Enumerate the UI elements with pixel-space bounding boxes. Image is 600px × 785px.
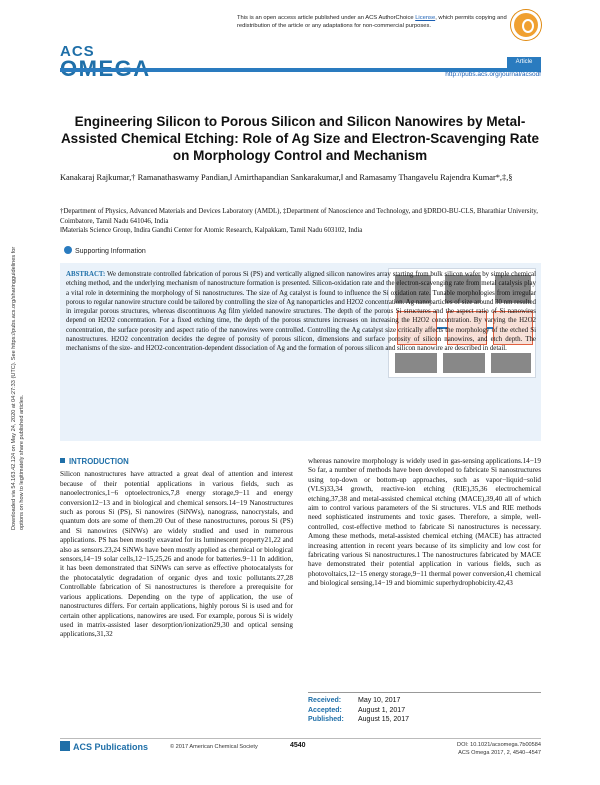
doi-citation bbox=[420, 742, 541, 757]
intro-left-column bbox=[60, 457, 293, 640]
open-access-badge-icon bbox=[511, 10, 541, 40]
affiliations bbox=[60, 207, 540, 236]
section-bullet-icon bbox=[60, 458, 65, 463]
supporting-info-link[interactable]: Supporting Information bbox=[64, 246, 146, 255]
intro-paragraph-right: whereas nanowire morphology is widely used in gas-sensing applications.14−19 So far, a number of methods have been developed to fabricate Si nanostructures using top-down or bottom-up approaches, such as vapor−liquid−solid (VLS)33,34 growth, reactive-ion etching (RIE),35,36 electrochemical etching,37,38 and metal-assisted chemical etching (MACE),39,40 all of which aim to control various parameters of the Si structures. VLS and RIE methods need sophisticated instruments and toxic gases. Therefore, a simple, well-controlled, cost-effective method to fabricate Si nanostructures is necessary. Among these methods, metal-assisted chemical etching (MACE) has attracted increasing attention in recent years because of its simplicity and low cost for fabricating various Si nanostructures.1 The nanostructures fabricated by MACE have demonstrated their potential application in various fields, such as photovoltaics,12−15 energy storage,9−11 thermal power conversion,41 chemical and biological sensing,14−19 and biomimic superhydrophobicity.42,43 bbox=[308, 457, 541, 588]
date-published: Published: August 15, 2017 bbox=[308, 716, 409, 724]
date-accepted: Accepted: August 1, 2017 bbox=[308, 706, 406, 714]
acs-logo-icon bbox=[60, 741, 70, 751]
open-access-notice: This is an open access article published under an ACS AuthorChoice License, which permits copying and redistribution of the article or any adaptations for non-commercial purposes. bbox=[237, 15, 507, 29]
affiliation-2: ‖Materials Science Group, Indira Gandhi Center for Atomic Research, Kalpakkam, Tamil Nadu 603102, India bbox=[60, 227, 363, 234]
toc-sem-image bbox=[491, 353, 531, 373]
paper-title: Engineering Silicon to Porous Silicon and Silicon Nanowires by Metal-Assisted Chemical Etching: Role of Ag Size and Electron-Scavenging Rate on Morphology Control and Mechanism bbox=[60, 114, 540, 163]
journal-logo bbox=[60, 40, 210, 80]
intro-right-column bbox=[308, 457, 541, 589]
citation: ACS Omega 2017, 2, 4540−4547 bbox=[458, 749, 541, 756]
footer-rule bbox=[60, 738, 541, 739]
supporting-info-icon bbox=[64, 246, 72, 254]
toc-sem-image bbox=[443, 353, 485, 373]
logo-acs: ACS bbox=[60, 43, 95, 60]
toc-sem-image bbox=[395, 353, 437, 373]
intro-paragraph-left: Silicon nanostructures have attracted a great deal of attention and interest because of their potential applications in various fields, such as nanoelectronics,1−6 optoelectronics,7,8 energy storage,9−11 and energy conversion12−13 and in biological and chemical sensors.14−19 Nanostructures such as porous Si (PS), Si nanowires (SiNWs), nanograss, nanocrystals, and quantum dots are some of them.20 Out of these nanostructures, porous Si (PS) and Si nanowires (SiNWs) are widely studied and used in numerous applications. PS has been mostly exavated for its luminescent property21,22 and also as sensors.23,24 SiNWs have been mostly applied as chemical or biological sensors,14−19 solar cells,12−15,25,26 and anode for batteries.9−11 In addition, it has been demonstrated that SiNWs can serve as effective photocatalysts for the photocatalytic degradation of organic dyes and toxic pollutants.27,28 Controllable fabrication of Si nanostructures is therefore a prerequisite for various applications. Depending on the type of application, the use of nanostructures differs. For certain applications, highly porous Si is used and for certain other applications, nanowires are used. For example, porous Si is widely used in matrix-assisted laser desorption/ionization29,30 and optical sensing applications,31,32 bbox=[60, 470, 293, 639]
download-notice: Downloaded via 54.163.42.124 on May 24, 2020 at 04:27:33 (UTC). See https://pubs.acs.org/sharingguidelines for options on how to legitimately share published articles. bbox=[11, 246, 25, 530]
affiliation-1: †Department of Physics, Advanced Materials and Devices Laboratory (AMDL), ‡Department of Nanoscience and Technology, and §DRDO-BU-CLS, Bharathiar University, Coimbatore, Tamil Nadu 641046, India bbox=[60, 208, 539, 225]
abstract bbox=[66, 270, 536, 354]
date-received: Received: May 10, 2017 bbox=[308, 697, 401, 704]
author-list: Kanakaraj Rajkumar,† Ramanathaswamy Pandian,‖ Amirthapandian Sankarakumar,‖ and Ramasamy Thangavelu Rajendra Kumar*,‡,§ bbox=[60, 173, 513, 182]
page-number: 4540 bbox=[290, 742, 306, 749]
publication-dates bbox=[308, 692, 541, 725]
abstract-label: ABSTRACT: bbox=[66, 271, 106, 278]
copyright: © 2017 American Chemical Society bbox=[170, 744, 258, 750]
acs-publications-logo: ACS Publications bbox=[60, 741, 148, 752]
license-link[interactable]: License bbox=[415, 15, 436, 21]
article-type-tab: Article bbox=[507, 57, 541, 68]
doi-link[interactable]: DOI: 10.1021/acsomega.7b00584 bbox=[457, 742, 541, 748]
abstract-body: We demonstrate controlled fabrication of porous Si (PS) and vertically aligned silicon nanowires array starting from bulk silicon wafer by simple chemical etching method, and the underlying mechanism of nanostructure formation is presented. Silicon-oxidation rate and the electron-scavenging rate from metal catalysis play a vital role in determining the morphology of Si nanostructures. The size of Ag catalyst is found to influence the Si oxidation rate. Tunable morphologies from irregular porous to regular nanowire structure could be tailored by controlling the size of Ag nanoparticles and H2O2 concentration. Ag nanoparticles of size around 30 nm resulted in irregular porous structures, whereas discontinuous Ag film yielded nanowire structures. The depth of the porous Si structures and the aspect ratio of Si nanowires depend on H2O2 concentration. For a fixed etching time, the depth of the porous structures increases on increasing the H2O2 concentration. By varying the H2O2 concentration, the surface porosity and aspect ratio of the nanowires were controlled. Controlling the Ag catalyst size critically affects the morphology of the etched Si nanostructures. H2O2 concentration decides the degree of porosity of porous silicon, dimensions and surface porosity of silicon nanowires, and etch depth. The mechanisms of the size- and H2O2-concentration-dependent dissociation of Ag and the formation of porous silicon and silicon nanowire are described in detail. bbox=[66, 271, 537, 353]
journal-url-link[interactable]: http://pubs.acs.org/journal/acsodf bbox=[445, 71, 541, 78]
intro-heading: INTRODUCTION bbox=[60, 457, 293, 466]
